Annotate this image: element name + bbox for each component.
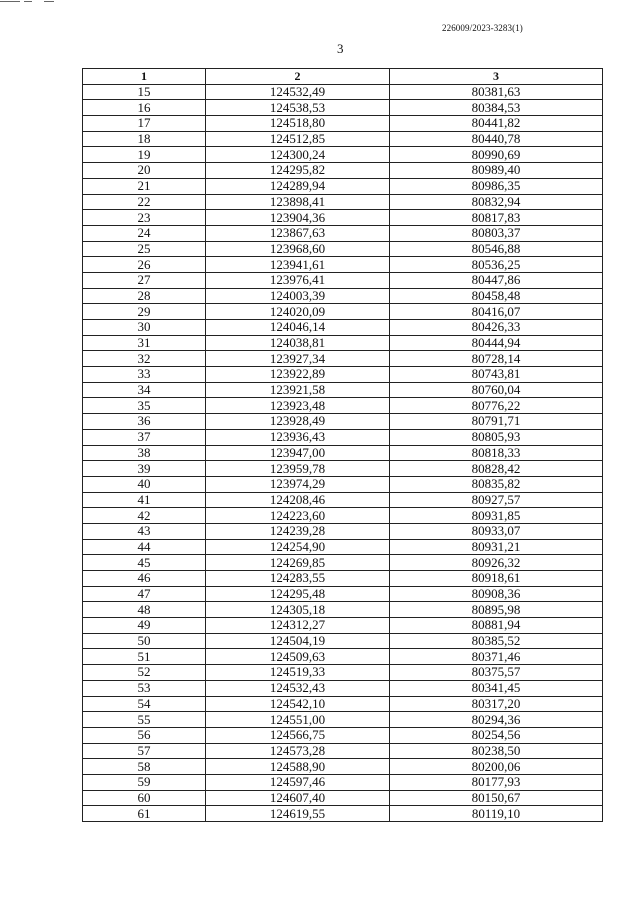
point-number-cell: 56 <box>83 727 206 743</box>
y-coordinate-cell: 80832,94 <box>390 194 603 210</box>
y-coordinate-cell: 80817,83 <box>390 210 603 226</box>
point-number-cell: 26 <box>83 257 206 273</box>
table-row <box>83 100 603 116</box>
table-row <box>83 414 603 430</box>
x-coordinate-cell: 123936,43 <box>206 429 390 445</box>
point-number-cell: 16 <box>83 100 206 116</box>
y-coordinate-cell: 80546,88 <box>390 241 603 257</box>
table-row <box>83 210 603 226</box>
point-number-cell: 21 <box>83 178 206 194</box>
x-coordinate-cell: 123922,89 <box>206 367 390 383</box>
y-coordinate-cell: 80317,20 <box>390 696 603 712</box>
point-number-cell: 55 <box>83 712 206 728</box>
x-coordinate-cell: 123921,58 <box>206 382 390 398</box>
point-number-cell: 20 <box>83 163 206 179</box>
table-row <box>83 147 603 163</box>
table-row <box>83 633 603 649</box>
x-coordinate-cell: 124532,49 <box>206 84 390 100</box>
y-coordinate-cell: 80381,63 <box>390 84 603 100</box>
x-coordinate-cell: 123904,36 <box>206 210 390 226</box>
column-header-x: 2 <box>206 69 390 85</box>
x-coordinate-cell: 124295,48 <box>206 586 390 602</box>
point-number-cell: 35 <box>83 398 206 414</box>
point-number-cell: 50 <box>83 633 206 649</box>
point-number-cell: 51 <box>83 649 206 665</box>
x-coordinate-cell: 124519,33 <box>206 665 390 681</box>
table-row <box>83 335 603 351</box>
point-number-cell: 45 <box>83 555 206 571</box>
x-coordinate-cell: 124289,94 <box>206 178 390 194</box>
y-coordinate-cell: 80990,69 <box>390 147 603 163</box>
x-coordinate-cell: 123898,41 <box>206 194 390 210</box>
column-header-number: 1 <box>83 69 206 85</box>
point-number-cell: 24 <box>83 225 206 241</box>
point-number-cell: 38 <box>83 445 206 461</box>
x-coordinate-cell: 123947,00 <box>206 445 390 461</box>
x-coordinate-cell: 124046,14 <box>206 320 390 336</box>
x-coordinate-cell: 124312,27 <box>206 618 390 634</box>
point-number-cell: 48 <box>83 602 206 618</box>
scan-edge-artifact <box>0 0 70 3</box>
y-coordinate-cell: 80371,46 <box>390 649 603 665</box>
y-coordinate-cell: 80835,82 <box>390 476 603 492</box>
table-row <box>83 555 603 571</box>
y-coordinate-cell: 80200,06 <box>390 759 603 775</box>
y-coordinate-cell: 80426,33 <box>390 320 603 336</box>
table-row <box>83 618 603 634</box>
page-number: 3 <box>337 41 344 56</box>
table-row <box>83 602 603 618</box>
point-number-cell: 15 <box>83 84 206 100</box>
x-coordinate-cell: 124538,53 <box>206 100 390 116</box>
x-coordinate-cell: 123976,41 <box>206 272 390 288</box>
point-number-cell: 42 <box>83 508 206 524</box>
table-row <box>83 508 603 524</box>
y-coordinate-cell: 80776,22 <box>390 398 603 414</box>
point-number-cell: 36 <box>83 414 206 430</box>
point-number-cell: 27 <box>83 272 206 288</box>
x-coordinate-cell: 124504,19 <box>206 633 390 649</box>
point-number-cell: 39 <box>83 461 206 477</box>
point-number-cell: 22 <box>83 194 206 210</box>
x-coordinate-cell: 123927,34 <box>206 351 390 367</box>
table-row <box>83 116 603 132</box>
point-number-cell: 25 <box>83 241 206 257</box>
table-row <box>83 272 603 288</box>
table-row <box>83 790 603 806</box>
point-number-cell: 47 <box>83 586 206 602</box>
y-coordinate-cell: 80989,40 <box>390 163 603 179</box>
table-row <box>83 665 603 681</box>
y-coordinate-cell: 80895,98 <box>390 602 603 618</box>
x-coordinate-cell: 124619,55 <box>206 806 390 822</box>
table-row <box>83 571 603 587</box>
x-coordinate-cell: 124588,90 <box>206 759 390 775</box>
y-coordinate-cell: 80791,71 <box>390 414 603 430</box>
table-row <box>83 320 603 336</box>
table-row <box>83 163 603 179</box>
y-coordinate-cell: 80927,57 <box>390 492 603 508</box>
y-coordinate-cell: 80818,33 <box>390 445 603 461</box>
x-coordinate-cell: 124254,90 <box>206 539 390 555</box>
table-row <box>83 131 603 147</box>
table-row <box>83 727 603 743</box>
table-row <box>83 712 603 728</box>
y-coordinate-cell: 80385,52 <box>390 633 603 649</box>
point-number-cell: 58 <box>83 759 206 775</box>
table-row <box>83 288 603 304</box>
point-number-cell: 53 <box>83 680 206 696</box>
y-coordinate-cell: 80803,37 <box>390 225 603 241</box>
y-coordinate-cell: 80805,93 <box>390 429 603 445</box>
y-coordinate-cell: 80926,32 <box>390 555 603 571</box>
table-row <box>83 680 603 696</box>
point-number-cell: 57 <box>83 743 206 759</box>
x-coordinate-cell: 124512,85 <box>206 131 390 147</box>
y-coordinate-cell: 80341,45 <box>390 680 603 696</box>
x-coordinate-cell: 124003,39 <box>206 288 390 304</box>
coordinates-table-body <box>83 69 603 822</box>
x-coordinate-cell: 124518,80 <box>206 116 390 132</box>
point-number-cell: 17 <box>83 116 206 132</box>
point-number-cell: 32 <box>83 351 206 367</box>
y-coordinate-cell: 80294,36 <box>390 712 603 728</box>
x-coordinate-cell: 124566,75 <box>206 727 390 743</box>
column-header-y: 3 <box>390 69 603 85</box>
point-number-cell: 46 <box>83 571 206 587</box>
y-coordinate-cell: 80150,67 <box>390 790 603 806</box>
x-coordinate-cell: 123959,78 <box>206 461 390 477</box>
point-number-cell: 33 <box>83 367 206 383</box>
x-coordinate-cell: 124208,46 <box>206 492 390 508</box>
x-coordinate-cell: 123923,48 <box>206 398 390 414</box>
y-coordinate-cell: 80918,61 <box>390 571 603 587</box>
point-number-cell: 31 <box>83 335 206 351</box>
x-coordinate-cell: 123941,61 <box>206 257 390 273</box>
coordinates-table <box>82 68 603 822</box>
x-coordinate-cell: 124223,60 <box>206 508 390 524</box>
x-coordinate-cell: 123968,60 <box>206 241 390 257</box>
x-coordinate-cell: 124300,24 <box>206 147 390 163</box>
y-coordinate-cell: 80444,94 <box>390 335 603 351</box>
y-coordinate-cell: 80881,94 <box>390 618 603 634</box>
table-row <box>83 429 603 445</box>
x-coordinate-cell: 124020,09 <box>206 304 390 320</box>
point-number-cell: 37 <box>83 429 206 445</box>
y-coordinate-cell: 80908,36 <box>390 586 603 602</box>
point-number-cell: 18 <box>83 131 206 147</box>
x-coordinate-cell: 124551,00 <box>206 712 390 728</box>
x-coordinate-cell: 124532,43 <box>206 680 390 696</box>
point-number-cell: 43 <box>83 523 206 539</box>
table-row <box>83 351 603 367</box>
x-coordinate-cell: 123928,49 <box>206 414 390 430</box>
table-row <box>83 806 603 822</box>
x-coordinate-cell: 124269,85 <box>206 555 390 571</box>
table-row <box>83 696 603 712</box>
document-number: 226009/2023-3283(1) <box>442 23 523 33</box>
y-coordinate-cell: 80119,10 <box>390 806 603 822</box>
y-coordinate-cell: 80743,81 <box>390 367 603 383</box>
x-coordinate-cell: 124509,63 <box>206 649 390 665</box>
x-coordinate-cell: 124295,82 <box>206 163 390 179</box>
table-row <box>83 84 603 100</box>
table-row <box>83 649 603 665</box>
y-coordinate-cell: 80447,86 <box>390 272 603 288</box>
y-coordinate-cell: 80933,07 <box>390 523 603 539</box>
x-coordinate-cell: 124573,28 <box>206 743 390 759</box>
x-coordinate-cell: 124607,40 <box>206 790 390 806</box>
table-row <box>83 523 603 539</box>
point-number-cell: 59 <box>83 774 206 790</box>
point-number-cell: 23 <box>83 210 206 226</box>
table-row <box>83 398 603 414</box>
table-row <box>83 461 603 477</box>
table-row <box>83 257 603 273</box>
point-number-cell: 28 <box>83 288 206 304</box>
table-row <box>83 225 603 241</box>
table-row <box>83 241 603 257</box>
y-coordinate-cell: 80931,85 <box>390 508 603 524</box>
x-coordinate-cell: 124283,55 <box>206 571 390 587</box>
y-coordinate-cell: 80828,42 <box>390 461 603 477</box>
y-coordinate-cell: 80441,82 <box>390 116 603 132</box>
point-number-cell: 52 <box>83 665 206 681</box>
y-coordinate-cell: 80986,35 <box>390 178 603 194</box>
y-coordinate-cell: 80375,57 <box>390 665 603 681</box>
point-number-cell: 41 <box>83 492 206 508</box>
table-row <box>83 476 603 492</box>
table-row <box>83 178 603 194</box>
point-number-cell: 19 <box>83 147 206 163</box>
table-header-row <box>83 69 603 85</box>
y-coordinate-cell: 80760,04 <box>390 382 603 398</box>
y-coordinate-cell: 80728,14 <box>390 351 603 367</box>
y-coordinate-cell: 80536,25 <box>390 257 603 273</box>
table-row <box>83 367 603 383</box>
point-number-cell: 54 <box>83 696 206 712</box>
table-row <box>83 304 603 320</box>
y-coordinate-cell: 80254,56 <box>390 727 603 743</box>
y-coordinate-cell: 80440,78 <box>390 131 603 147</box>
y-coordinate-cell: 80177,93 <box>390 774 603 790</box>
table-row <box>83 445 603 461</box>
x-coordinate-cell: 123867,63 <box>206 225 390 241</box>
point-number-cell: 44 <box>83 539 206 555</box>
table-row <box>83 194 603 210</box>
table-row <box>83 539 603 555</box>
point-number-cell: 34 <box>83 382 206 398</box>
point-number-cell: 29 <box>83 304 206 320</box>
point-number-cell: 60 <box>83 790 206 806</box>
x-coordinate-cell: 124305,18 <box>206 602 390 618</box>
x-coordinate-cell: 124239,28 <box>206 523 390 539</box>
y-coordinate-cell: 80931,21 <box>390 539 603 555</box>
point-number-cell: 30 <box>83 320 206 336</box>
y-coordinate-cell: 80416,07 <box>390 304 603 320</box>
x-coordinate-cell: 123974,29 <box>206 476 390 492</box>
point-number-cell: 40 <box>83 476 206 492</box>
table-row <box>83 759 603 775</box>
table-row <box>83 774 603 790</box>
table-row <box>83 586 603 602</box>
table-row <box>83 382 603 398</box>
x-coordinate-cell: 124038,81 <box>206 335 390 351</box>
point-number-cell: 61 <box>83 806 206 822</box>
y-coordinate-cell: 80238,50 <box>390 743 603 759</box>
point-number-cell: 49 <box>83 618 206 634</box>
table-row <box>83 492 603 508</box>
y-coordinate-cell: 80458,48 <box>390 288 603 304</box>
y-coordinate-cell: 80384,53 <box>390 100 603 116</box>
table-row <box>83 743 603 759</box>
x-coordinate-cell: 124542,10 <box>206 696 390 712</box>
x-coordinate-cell: 124597,46 <box>206 774 390 790</box>
